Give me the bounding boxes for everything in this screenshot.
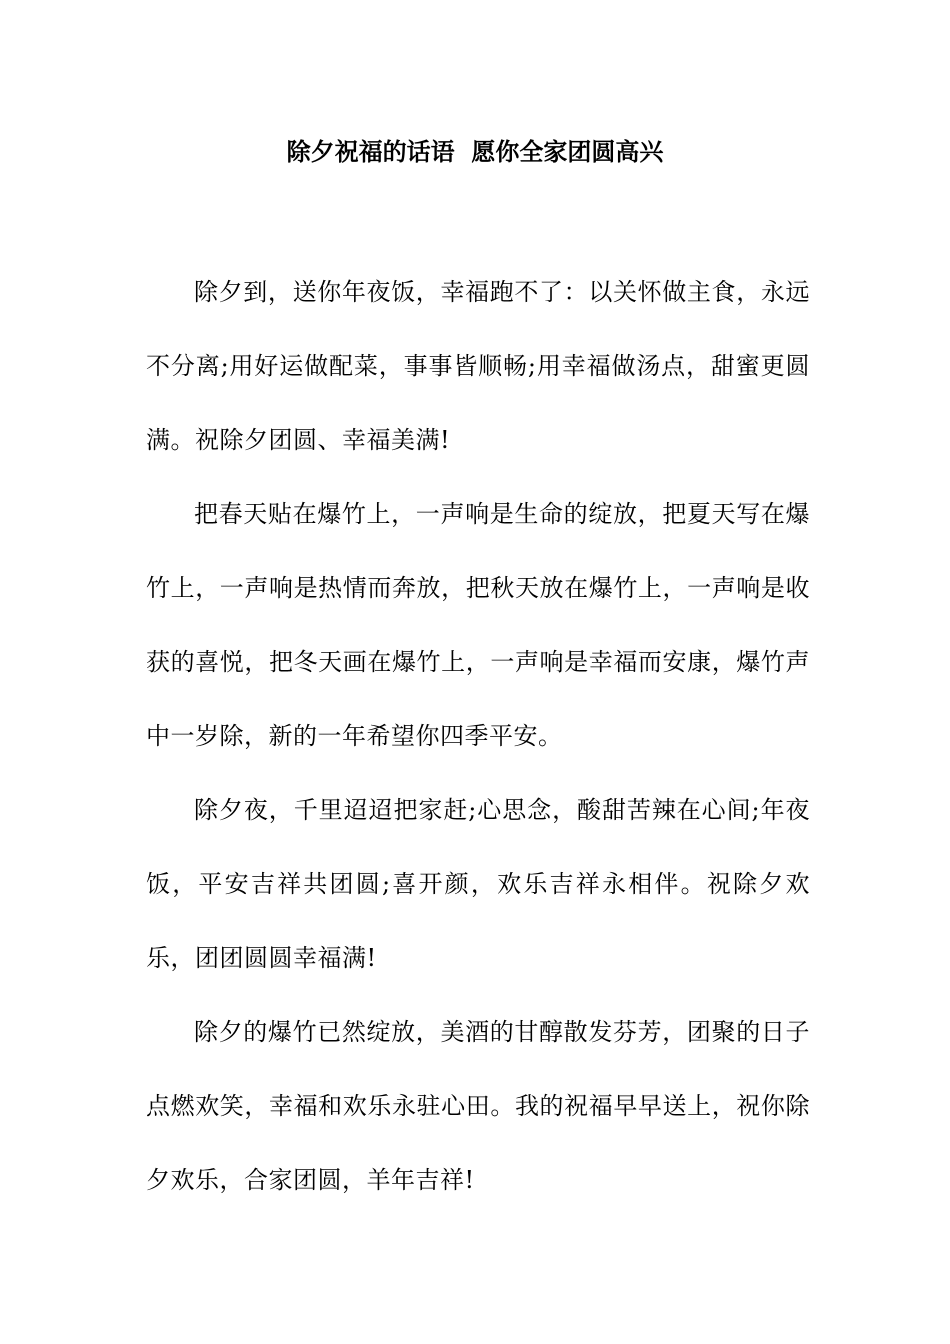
document-title: 除夕祝福的话语 愿你全家团圆高兴	[286, 138, 664, 166]
paragraph: 除夕夜，千里迢迢把家赶;心思念，酸甜苦辣在心间;年夜饭，平安吉祥共团圆;喜开颜，欢乐吉祥永相伴。祝除夕欢乐，团团圆圆幸福满!	[146, 796, 810, 972]
paragraph: 除夕到，送你年夜饭，幸福跑不了：以关怀做主食，永远不分离;用好运做配菜，事事皆顺畅;用幸福做汤点，甜蜜更圆满。祝除夕团圆、幸福美满!	[146, 278, 810, 454]
paragraph: 把春天贴在爆竹上，一声响是生命的绽放，把夏天写在爆竹上，一声响是热情而奔放，把秋天放在爆竹上，一声响是收获的喜悦，把冬天画在爆竹上，一声响是幸福而安康，爆竹声中一岁除，新的一年希望你四季平安。	[146, 500, 810, 750]
document-body	[146, 255, 810, 1217]
paragraph: 除夕的爆竹已然绽放，美酒的甘醇散发芬芳，团聚的日子点燃欢笑，幸福和欢乐永驻心田。我的祝福早早送上，祝你除夕欢乐，合家团圆，羊年吉祥!	[146, 1018, 810, 1194]
